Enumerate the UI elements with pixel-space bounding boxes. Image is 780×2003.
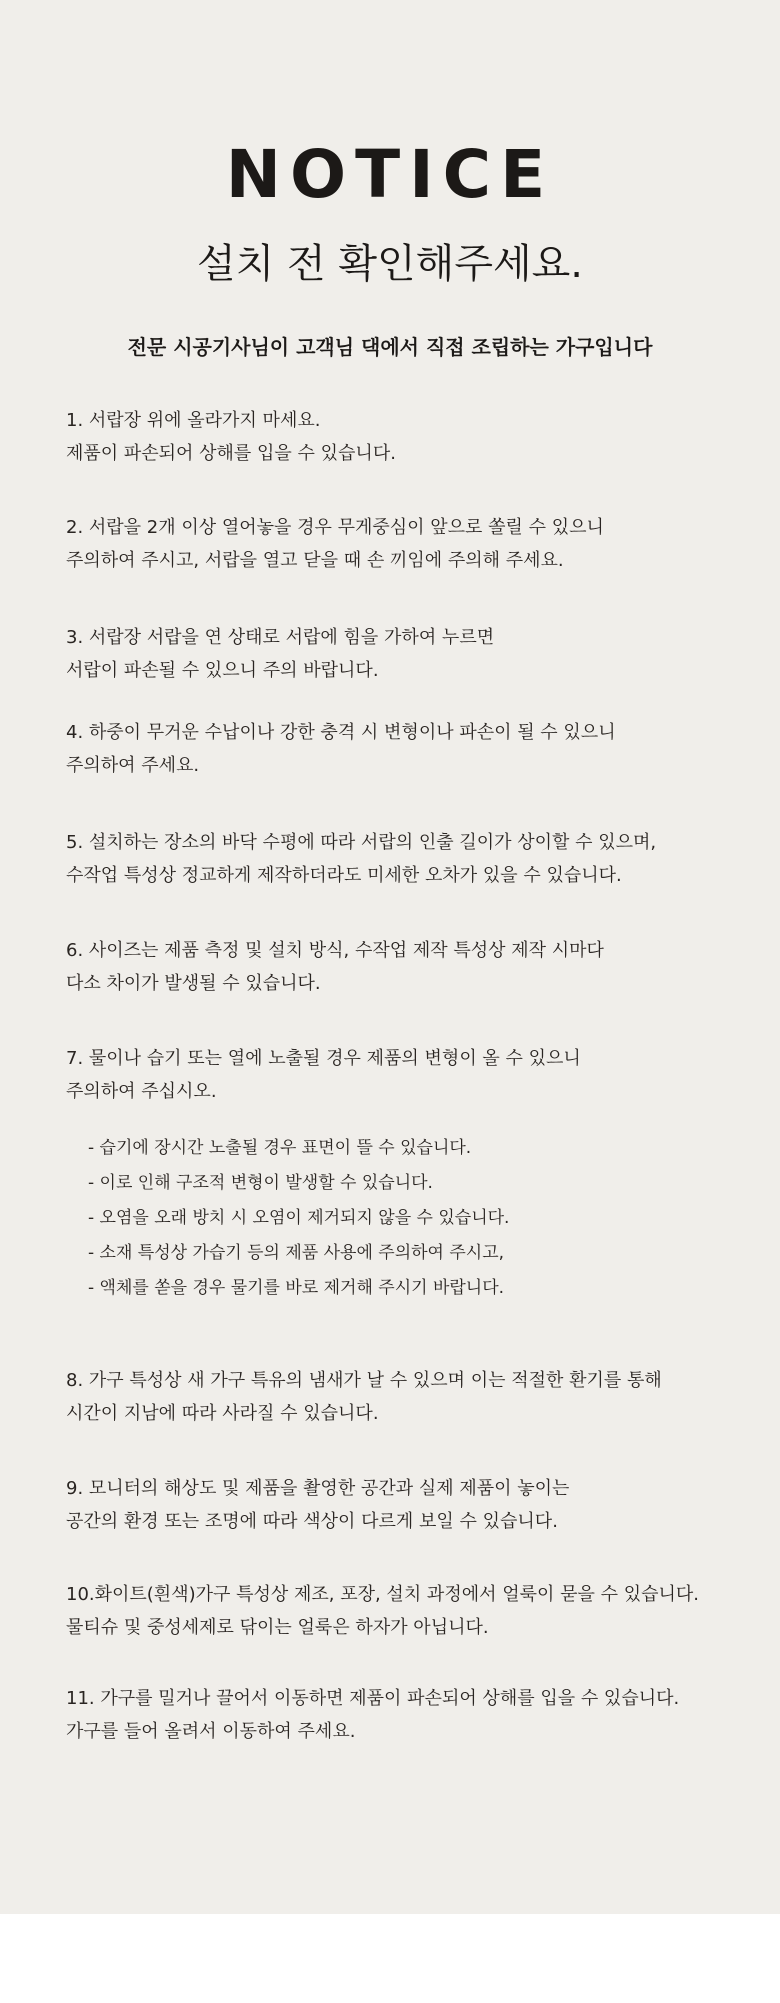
moisture-note: - 이로 인해 구조적 변형이 발생할 수 있습니다. <box>88 1173 433 1193</box>
item-line: 서랍이 파손될 수 있으니 주의 바랍니다. <box>66 660 379 681</box>
item-line: 3. 서랍장 서랍을 연 상태로 서랍에 힘을 가하여 누르면 <box>66 627 495 648</box>
item-line: 물티슈 및 중성세제로 닦이는 얼룩은 하자가 아닙니다. <box>66 1617 489 1638</box>
moisture-note: - 액체를 쏟을 경우 물기를 바로 제거해 주시기 바랍니다. <box>88 1278 505 1298</box>
item-line: 가구를 들어 올려서 이동하여 주세요. <box>66 1721 356 1742</box>
item-line: 수작업 특성상 정교하게 제작하더라도 미세한 오차가 있을 수 있습니다. <box>66 865 622 886</box>
notice-item-7 <box>66 1042 756 1108</box>
item-line: 2. 서랍을 2개 이상 열어놓을 경우 무게중심이 앞으로 쏠릴 수 있으니 <box>66 517 604 538</box>
notice-item-9 <box>66 1472 756 1538</box>
item-line: 공간의 환경 또는 조명에 따라 색상이 다르게 보일 수 있습니다. <box>66 1511 558 1532</box>
moisture-notes <box>88 1131 748 1306</box>
item-line: 제품이 파손되어 상해를 입을 수 있습니다. <box>66 443 396 464</box>
notice-item-6 <box>66 934 756 1000</box>
item-line: 4. 하중이 무거운 수납이나 강한 충격 시 변형이나 파손이 될 수 있으니 <box>66 722 616 743</box>
notice-item-1 <box>66 404 756 470</box>
item-line: 1. 서랍장 위에 올라가지 마세요. <box>66 410 321 431</box>
moisture-note: - 소재 특성상 가습기 등의 제품 사용에 주의하여 주시고, <box>88 1243 505 1263</box>
notice-title: NOTICE <box>225 136 555 213</box>
item-line: 주의하여 주십시오. <box>66 1081 217 1102</box>
item-line: 8. 가구 특성상 새 가구 특유의 냄새가 날 수 있으며 이는 적절한 환기를 통해 <box>66 1370 662 1391</box>
notice-item-8 <box>66 1364 756 1430</box>
notice-item-11 <box>66 1682 756 1748</box>
notice-item-4 <box>66 716 756 782</box>
notice-item-10 <box>66 1578 756 1644</box>
item-line: 주의하여 주세요. <box>66 755 200 776</box>
notice-lead: 전문 시공기사님이 고객님 댁에서 직접 조립하는 가구입니다 <box>127 335 653 359</box>
notice-subtitle: 설치 전 확인해주세요. <box>197 241 583 287</box>
item-line: 다소 차이가 발생될 수 있습니다. <box>66 973 321 994</box>
notice-item-5 <box>66 826 756 892</box>
notice-item-2 <box>66 511 756 577</box>
moisture-note: - 습기에 장시간 노출될 경우 표면이 뜰 수 있습니다. <box>88 1138 472 1158</box>
item-line: 11. 가구를 밀거나 끌어서 이동하면 제품이 파손되어 상해를 입을 수 있습니다. <box>66 1688 680 1709</box>
item-line: 5. 설치하는 장소의 바닥 수평에 따라 서랍의 인출 길이가 상이할 수 있으며, <box>66 832 657 853</box>
item-line: 주의하여 주시고, 서랍을 열고 닫을 때 손 끼임에 주의해 주세요. <box>66 550 564 571</box>
notice-item-3 <box>66 621 756 687</box>
item-line: 6. 사이즈는 제품 측정 및 설치 방식, 수작업 제작 특성상 제작 시마다 <box>66 940 604 961</box>
item-line: 7. 물이나 습기 또는 열에 노출될 경우 제품의 변형이 올 수 있으니 <box>66 1048 581 1069</box>
item-line: 시간이 지남에 따라 사라질 수 있습니다. <box>66 1403 379 1424</box>
item-line: 10.화이트(흰색)가구 특성상 제조, 포장, 설치 과정에서 얼룩이 묻을 수 있습니다. <box>66 1584 699 1605</box>
moisture-note: - 오염을 오래 방치 시 오염이 제거되지 않을 수 있습니다. <box>88 1208 510 1228</box>
item-line: 9. 모니터의 해상도 및 제품을 촬영한 공간과 실제 제품이 놓이는 <box>66 1478 570 1499</box>
